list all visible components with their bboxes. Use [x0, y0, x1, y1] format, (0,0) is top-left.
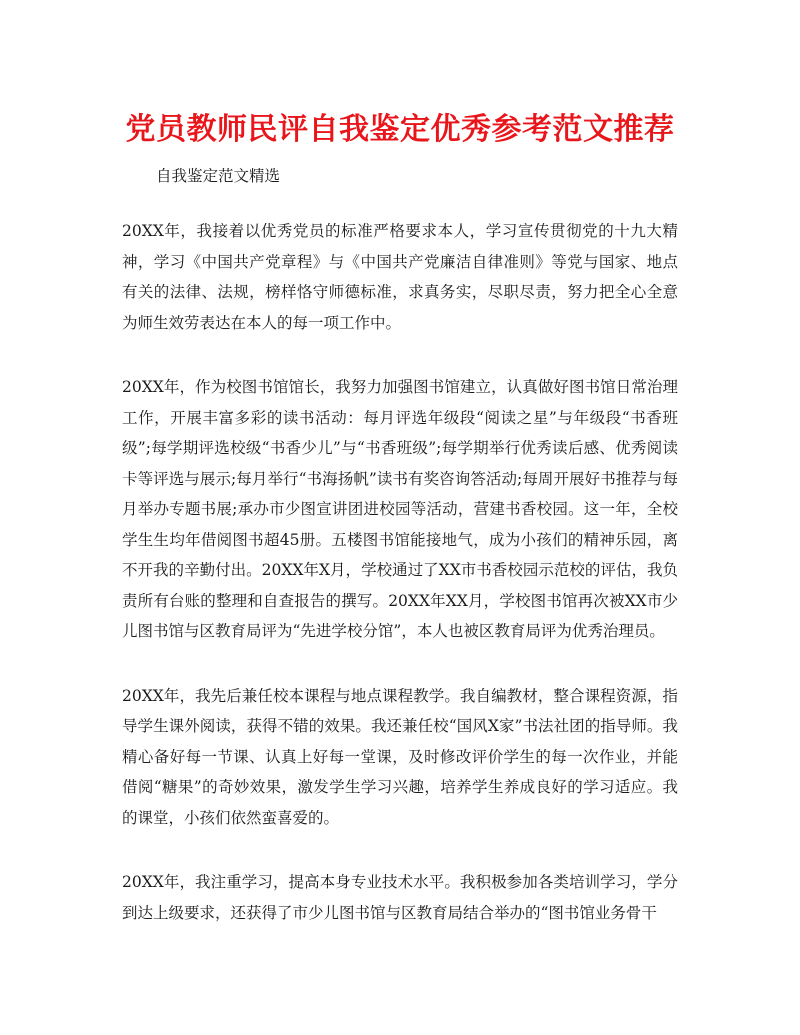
paragraph: 20XX年，我接着以优秀党员的标准严格要求本人，学习宣传贯彻党的十九大精神，学习《中国共产党章程》与《中国共产党廉洁自律准则》等党与国家、地点有关的法律、法规，榜样恪守师德标准，求真务实，尽职尽责，努力把全心全意为师生效劳表达在本人的每一项工作中。: [122, 222, 678, 332]
paragraph: 20XX年，作为校图书馆馆长，我努力加强图书馆建立，认真做好图书馆日常治理工作，开展丰富多彩的读书活动：每月评选年级段“阅读之星”与年级段“书香班级”;每学期评选校级“书香少儿”与“书香班级”;每学期举行优秀读后感、优秀阅读卡等评选与展示;每月举行“书海扬帆”读书有奖咨询答活动;每周开展好书推荐与每月举办专题书展;承办市少图宣讲团进校园等活动，营建书香校园。这一年，全校学生生均年借阅图书超45册。五楼图书馆能接地气，成为小孩们的精神乐园，离不开我的辛勤付出。20XX年X月，学校通过了XX市书香校园示范校的评估，我负责所有台账的整理和自查报告的撰写。20XX年XX月，学校图书馆再次被XX市少儿图书馆与区教育局评为“先进学校分馆”，本人也被区教育局评为优秀治理员。: [122, 378, 678, 640]
document-body: [122, 216, 678, 928]
paragraph: 20XX年，我注重学习，提高本身专业技术水平。我积极参加各类培训学习，学分到达上级要求，还获得了市少儿图书馆与区教育局结合举办的“图书馆业务骨干: [122, 873, 678, 922]
paragraph: 20XX年，我先后兼任校本课程与地点课程教学。我自编教材，整合课程资源，指导学生课外阅读，获得不错的效果。我还兼任校“国风X家”书法社团的指导师。我精心备好每一节课、认真上好每一堂课，及时修改评价学生的每一次作业，并能借阅“糖果”的奇妙效果，激发学生学习兴趣，培养学生养成良好的学习适应。我的课堂，小孩们依然蛮喜爱的。: [122, 686, 678, 827]
document-title: 党员教师民评自我鉴定优秀参考范文推荐: [125, 112, 675, 147]
document-subtitle: 自我鉴定范文精选: [156, 167, 281, 185]
